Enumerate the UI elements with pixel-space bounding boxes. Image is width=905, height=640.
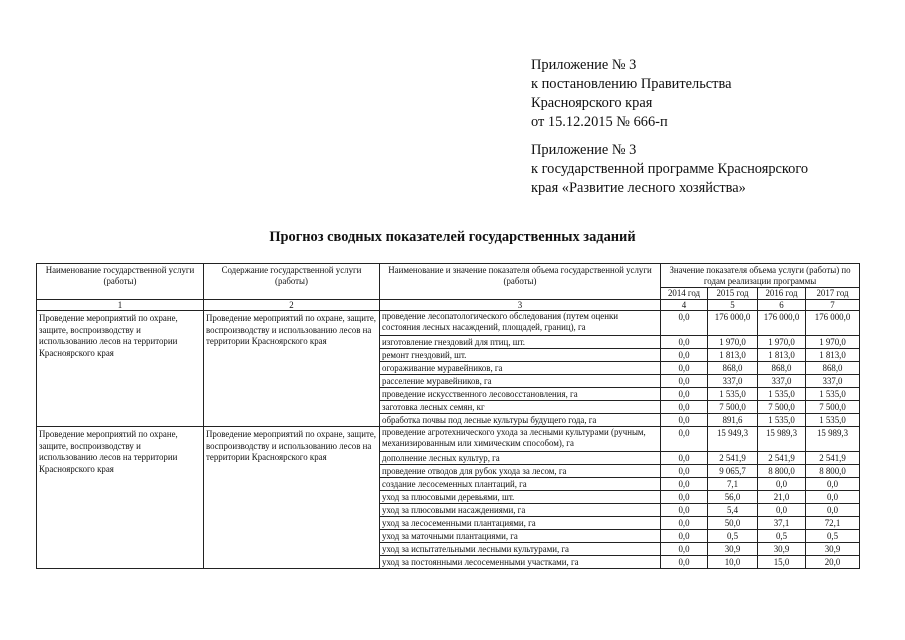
appendix-line: Красноярского края: [531, 95, 653, 111]
value-cell: 337,0: [806, 375, 860, 388]
value-cell: 176 000,0: [758, 311, 806, 336]
value-cell: 0,0: [661, 349, 708, 362]
indicator-cell: уход за маточными плантациями, га: [380, 530, 661, 543]
value-cell: 37,1: [758, 517, 806, 530]
value-cell: 0,0: [806, 504, 860, 517]
value-cell: 0,0: [661, 362, 708, 375]
indicator-cell: проведение искусственного лесовосстановления, га: [380, 388, 661, 401]
value-cell: 1 970,0: [806, 336, 860, 349]
value-cell: 30,9: [708, 543, 758, 556]
value-cell: 8 800,0: [758, 465, 806, 478]
value-cell: 72,1: [806, 517, 860, 530]
appendix-line: Приложение № 3: [531, 142, 637, 158]
column-number: 7: [806, 300, 860, 311]
value-cell: 7 500,0: [758, 401, 806, 414]
value-cell: 0,5: [708, 530, 758, 543]
indicator-cell: заготовка лесных семян, кг: [380, 401, 661, 414]
document-title: Прогноз сводных показателей государственных заданий: [269, 229, 636, 245]
indicator-cell: создание лесосеменных плантаций, га: [380, 478, 661, 491]
value-cell: 0,5: [806, 530, 860, 543]
service-name-cell: Проведение мероприятий по охране, защите, воспроизводству и использованию лесов на территории Красноярского края: [37, 427, 204, 569]
indicator-cell: уход за плюсовыми деревьями, шт.: [380, 491, 661, 504]
value-cell: 0,0: [661, 388, 708, 401]
indicator-cell: изготовление гнездовий для птиц, шт.: [380, 336, 661, 349]
value-cell: 1 970,0: [708, 336, 758, 349]
value-cell: 176 000,0: [708, 311, 758, 336]
value-cell: 2 541,9: [708, 452, 758, 465]
value-cell: 0,0: [661, 311, 708, 336]
value-cell: 0,0: [806, 491, 860, 504]
value-cell: 891,6: [708, 414, 758, 427]
value-cell: 8 800,0: [806, 465, 860, 478]
value-cell: 1 970,0: [758, 336, 806, 349]
value-cell: 1 535,0: [806, 388, 860, 401]
indicator-cell: проведение агротехнического ухода за лесными культурами (ручным, механизированным или химическим способом), га: [380, 427, 661, 452]
value-cell: 337,0: [758, 375, 806, 388]
value-cell: 1 535,0: [708, 388, 758, 401]
value-cell: 0,0: [661, 336, 708, 349]
value-cell: 0,0: [661, 452, 708, 465]
appendix-line: Приложение № 3: [531, 57, 637, 73]
column-number: 6: [758, 300, 806, 311]
service-content-cell: Проведение мероприятий по охране, защите, воспроизводству и использованию лесов на территории Красноярского края: [204, 427, 380, 569]
value-cell: 0,0: [661, 401, 708, 414]
column-number: 5: [708, 300, 758, 311]
indicator-cell: обработка почвы под лесные культуры будущего года, га: [380, 414, 661, 427]
value-cell: 0,0: [661, 478, 708, 491]
indicator-cell: уход за испытательными лесными культурами, га: [380, 543, 661, 556]
table-row: [37, 311, 860, 336]
header-service-name: Наименование государственной услуги (работы): [37, 264, 204, 300]
value-cell: 15 949,3: [708, 427, 758, 452]
column-number: 4: [661, 300, 708, 311]
value-cell: 9 065,7: [708, 465, 758, 478]
table-row: [37, 427, 860, 452]
value-cell: 868,0: [708, 362, 758, 375]
appendix-decree-reference: [531, 56, 731, 132]
header-indicator: Наименование и значение показателя объема государственной услуги (работы): [380, 264, 661, 300]
value-cell: 0,0: [661, 491, 708, 504]
value-cell: 0,0: [661, 556, 708, 569]
indicator-cell: уход за постоянными лесосеменными участками, га: [380, 556, 661, 569]
value-cell: 1 813,0: [806, 349, 860, 362]
value-cell: 0,0: [806, 478, 860, 491]
indicators-table: [36, 263, 860, 569]
value-cell: 1 535,0: [806, 414, 860, 427]
value-cell: 7 500,0: [708, 401, 758, 414]
value-cell: 7 500,0: [806, 401, 860, 414]
value-cell: 0,0: [661, 517, 708, 530]
value-cell: 0,0: [661, 465, 708, 478]
value-cell: 0,0: [661, 504, 708, 517]
indicator-cell: проведение отводов для рубок ухода за лесом, га: [380, 465, 661, 478]
value-cell: 30,9: [758, 543, 806, 556]
value-cell: 337,0: [708, 375, 758, 388]
appendix-line: края «Развитие лесного хозяйства»: [531, 180, 746, 196]
indicator-cell: дополнение лесных культур, га: [380, 452, 661, 465]
indicator-cell: расселение муравейников, га: [380, 375, 661, 388]
value-cell: 868,0: [758, 362, 806, 375]
value-cell: 1 535,0: [758, 388, 806, 401]
appendix-program-reference: [531, 141, 808, 198]
value-cell: 1 813,0: [708, 349, 758, 362]
service-content-cell: Проведение мероприятий по охране, защите, воспроизводству и использованию лесов на территории Красноярского края: [204, 311, 380, 427]
table-body: [37, 311, 860, 569]
indicator-cell: ремонт гнездовий, шт.: [380, 349, 661, 362]
value-cell: 20,0: [806, 556, 860, 569]
value-cell: 5,4: [708, 504, 758, 517]
value-cell: 50,0: [708, 517, 758, 530]
appendix-line: к государственной программе Красноярского: [531, 161, 809, 177]
value-cell: 0,0: [758, 504, 806, 517]
header-value-group: Значение показателя объема услуги (работы) по годам реализации программы: [661, 264, 860, 288]
column-number: 2: [204, 300, 380, 311]
header-service-content: Содержание государственной услуги (работы): [204, 264, 380, 300]
value-cell: 0,0: [661, 427, 708, 452]
header-year: 2014 год: [661, 288, 708, 300]
indicator-cell: уход за плюсовыми насаждениями, га: [380, 504, 661, 517]
indicator-cell: огораживание муравейников, га: [380, 362, 661, 375]
header-year: 2017 год: [806, 288, 860, 300]
column-number: 1: [37, 300, 204, 311]
appendix-line: от 15.12.2015 № 666-п: [531, 114, 668, 130]
value-cell: 15 989,3: [806, 427, 860, 452]
value-cell: 2 541,9: [806, 452, 860, 465]
header-year: 2016 год: [758, 288, 806, 300]
value-cell: 1 535,0: [758, 414, 806, 427]
column-number: 3: [380, 300, 661, 311]
value-cell: 30,9: [806, 543, 860, 556]
value-cell: 15,0: [758, 556, 806, 569]
value-cell: 2 541,9: [758, 452, 806, 465]
appendix-line: к постановлению Правительства: [531, 76, 732, 92]
value-cell: 0,0: [661, 543, 708, 556]
value-cell: 868,0: [806, 362, 860, 375]
value-cell: 56,0: [708, 491, 758, 504]
value-cell: 10,0: [708, 556, 758, 569]
value-cell: 176 000,0: [806, 311, 860, 336]
value-cell: 21,0: [758, 491, 806, 504]
value-cell: 7,1: [708, 478, 758, 491]
header-year: 2015 год: [708, 288, 758, 300]
value-cell: 15 989,3: [758, 427, 806, 452]
service-name-cell: Проведение мероприятий по охране, защите, воспроизводству и использованию лесов на территории Красноярского края: [37, 311, 204, 427]
value-cell: 1 813,0: [758, 349, 806, 362]
value-cell: 0,0: [661, 414, 708, 427]
value-cell: 0,0: [661, 375, 708, 388]
value-cell: 0,0: [661, 530, 708, 543]
indicator-cell: уход за лесосеменными плантациями, га: [380, 517, 661, 530]
value-cell: 0,0: [758, 478, 806, 491]
value-cell: 0,5: [758, 530, 806, 543]
indicator-cell: проведение лесопатологического обследования (путем оценки состояния лесных насаждений, площадей, границ), га: [380, 311, 661, 336]
